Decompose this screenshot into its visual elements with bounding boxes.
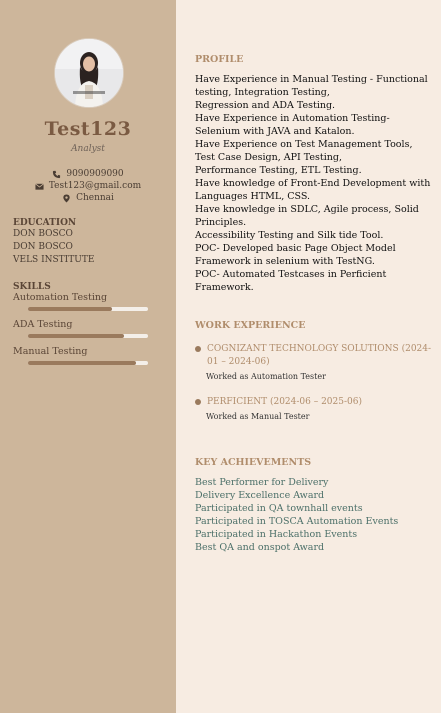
- education-item: DON BOSCO: [13, 242, 73, 252]
- phone-text: 9090909090: [66, 169, 124, 179]
- achievement-item: Participated in TOSCA Automation Events: [195, 516, 399, 527]
- profile-line: Have Experience in Automation Testing- Selenium with JAVA and Katalon.: [195, 113, 390, 137]
- profile-line: Have Experience on Test Management Tools, Test Case Design, API Testing,: [195, 139, 413, 163]
- job-entry: [195, 396, 435, 421]
- skill-bar-fill: [28, 361, 136, 365]
- achievement-item: Best QA and onspot Award: [195, 542, 325, 553]
- achievement-item: Best Performer for Delivery: [195, 477, 329, 488]
- achievements-title: KEY ACHIEVEMENTS: [195, 457, 312, 468]
- email-row: [0, 181, 176, 191]
- education-title: EDUCATION: [13, 218, 77, 228]
- work-experience-section: [195, 320, 435, 421]
- skill-bar: [28, 307, 148, 311]
- profile-text: [195, 73, 435, 294]
- profile-line: Have knowledge in SDLC, Agile process, Solid Principles.: [195, 204, 419, 228]
- work-title: WORK EXPERIENCE: [195, 320, 306, 331]
- profile-photo: [55, 39, 123, 107]
- phone-icon: [52, 170, 61, 179]
- main-content: [176, 0, 441, 713]
- skill-bar: [28, 361, 148, 365]
- bullet-dot-icon: [195, 346, 201, 352]
- profile-section: [195, 54, 435, 294]
- profile-line: Regression and ADA Testing.: [195, 100, 336, 111]
- education-section: [13, 218, 94, 267]
- profile-line: Have knowledge of Front-End Development with Languages HTML, CSS.: [195, 178, 431, 202]
- skill-bar-fill: [28, 334, 124, 338]
- profile-line: POC- Developed basic Page Object Model Framework in selenium with TestNG.: [195, 243, 396, 267]
- skill-bar-fill: [28, 307, 112, 311]
- job-description: Worked as Manual Tester: [206, 412, 310, 421]
- skills-title: SKILLS: [13, 282, 51, 292]
- location-row: [0, 193, 176, 203]
- achievement-item: Participated in QA townhall events: [195, 503, 363, 514]
- skill-item: [13, 346, 163, 365]
- profile-line: Have Experience in Manual Testing - Functional testing, Integration Testing,: [195, 74, 428, 98]
- job-company: PERFICIENT (2024-06 – 2025-06): [207, 397, 362, 407]
- achievement-item: Delivery Excellence Award: [195, 490, 325, 501]
- location-text: Chennai: [76, 193, 114, 203]
- location-pin-icon: [62, 194, 71, 203]
- profile-line: POC- Automated Testcases in Perficient Framework.: [195, 269, 387, 293]
- job-company: COGNIZANT TECHNOLOGY SOLUTIONS (2024-01 – 2024-06): [207, 344, 432, 367]
- education-item: VELS INSTITUTE: [13, 255, 95, 265]
- education-item: DON BOSCO: [13, 229, 73, 239]
- skills-section: [13, 282, 163, 371]
- email-icon: [35, 182, 44, 191]
- bullet-dot-icon: [195, 399, 201, 405]
- skill-bar: [28, 334, 148, 338]
- skill-name: Automation Testing: [13, 292, 108, 303]
- candidate-name: Test123: [44, 118, 132, 140]
- job-description: Worked as Automation Tester: [206, 372, 326, 381]
- skill-name: Manual Testing: [13, 346, 88, 357]
- achievement-item: Participated in Hackathon Events: [195, 529, 358, 540]
- profile-title: PROFILE: [195, 54, 244, 65]
- avatar: [54, 38, 124, 108]
- phone-row: [0, 169, 176, 179]
- skill-item: [13, 292, 163, 311]
- candidate-role: Analyst: [71, 144, 105, 154]
- achievements-section: [195, 457, 435, 554]
- skill-item: [13, 319, 163, 338]
- profile-line: Accessibility Testing and Silk tide Tool.: [195, 230, 384, 241]
- job-entry: [195, 343, 435, 381]
- skill-name: ADA Testing: [13, 319, 73, 330]
- email-text: Test123@gmail.com: [48, 181, 142, 191]
- sidebar: [0, 0, 176, 713]
- profile-line: Performance Testing, ETL Testing.: [195, 165, 362, 176]
- achievements-list: [195, 476, 435, 554]
